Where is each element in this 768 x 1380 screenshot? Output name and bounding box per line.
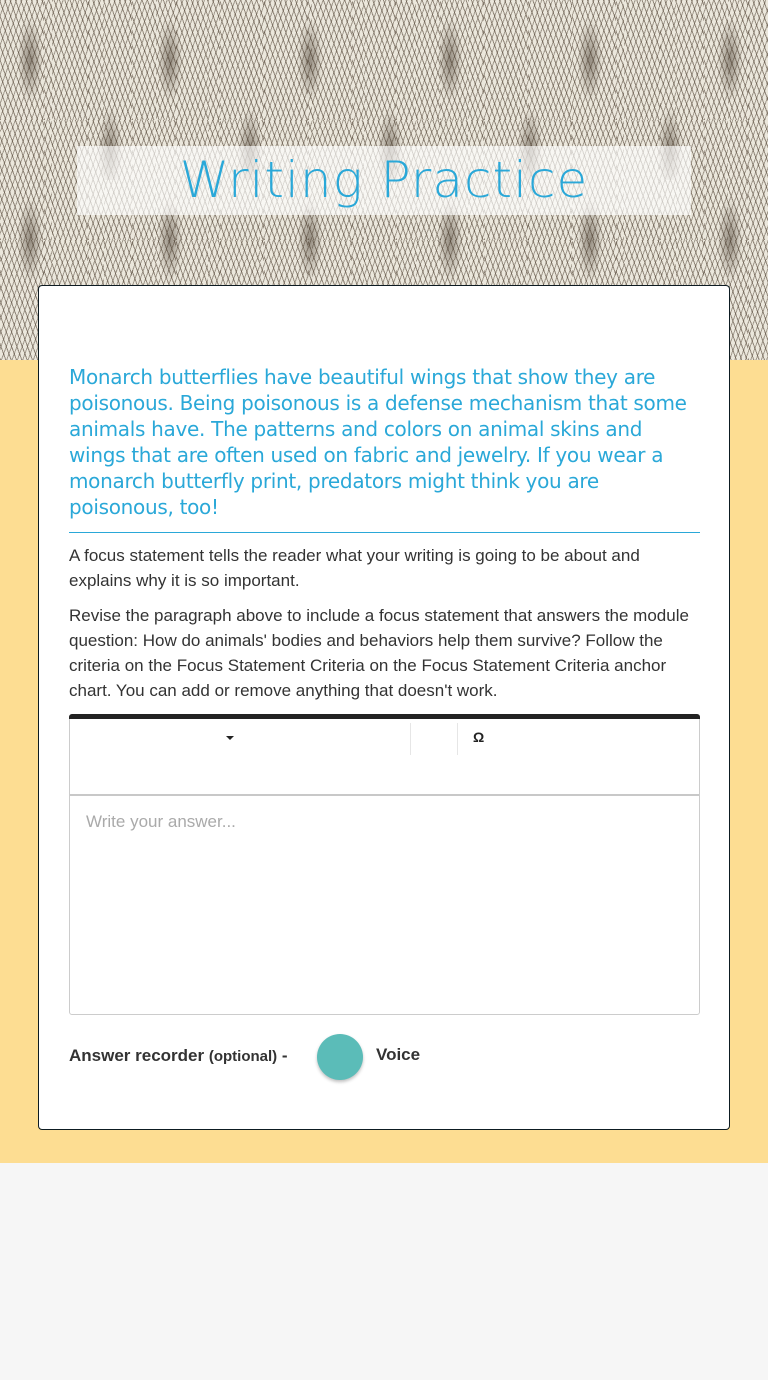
recorder-dash: - [281, 1046, 288, 1065]
caret-down-icon[interactable] [226, 736, 234, 740]
toolbar-separator [457, 723, 458, 755]
worksheet-card [38, 285, 730, 1130]
record-voice-button[interactable] [317, 1034, 363, 1080]
special-character-button[interactable]: Ω [473, 729, 485, 745]
toolbar-separator [410, 723, 411, 755]
answer-recorder [69, 1034, 669, 1080]
instruction-focus-definition: A focus statement tells the reader what your writing is going to be about and explains why it is so important. [69, 546, 640, 590]
instruction-revise-task: Revise the paragraph above to include a focus statement that answers the module question: How do animals' bodies and behaviors help them survive? Follow the criteria on the Focus Statement Criteria on the Focus Statement Criteria anchor chart. You can add or remove anything that doesn't work. [69, 606, 689, 700]
recorder-optional: (optional) [208, 1048, 278, 1065]
answer-editor [69, 714, 700, 1015]
answer-input[interactable] [70, 796, 699, 1014]
voice-label: Voice [376, 1045, 421, 1064]
page-title: Writing Practice [179, 151, 589, 209]
divider [69, 532, 700, 533]
prompt-paragraph: Monarch butterflies have beautiful wings that show they are poisonous. Being poisonous is a defense mechanism that some animals have. The patterns and colors on animal skins and wings that are often used on fabric and jewelry. If you wear a monarch butterfly print, predators might think you are poisonous, too! [69, 365, 687, 519]
recorder-label-text: Answer recorder [69, 1046, 205, 1065]
editor-toolbar [70, 719, 699, 796]
recorder-label [69, 1046, 288, 1066]
